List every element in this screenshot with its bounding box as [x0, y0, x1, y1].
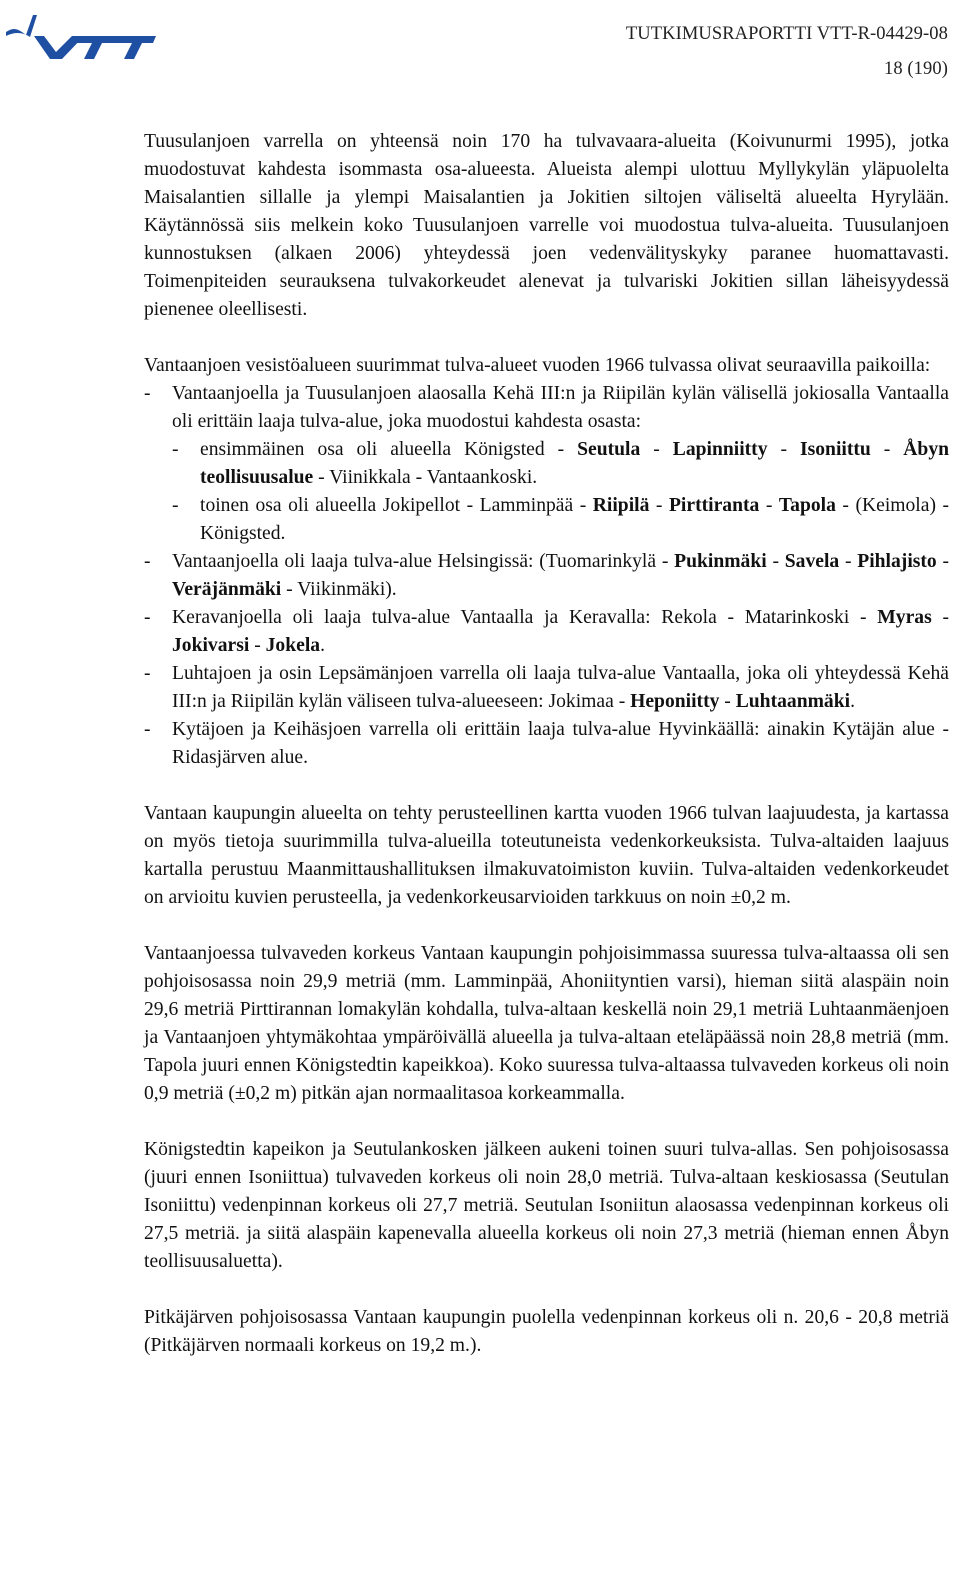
page-header	[626, 17, 948, 87]
list-item-1: - Vantaanjoella ja Tuusulanjoen alaosalla Kehä III:n ja Riipilän kylän välisellä jokiosalla Vantaalla oli erittäin laaja tulva-alue, joka muodostui kahdesta osasta: - ensimmäinen osa oli alueella Königsted - Seutula - Lapinniitty - Isoniittu - Åbyn teollisuusalue - Viinikkala - Vantaankoski. - toinen osa oli alueella Jokipellot - Lamminpää - Riipilä - Pirttiranta - Tapola - (Keimola) - Königsted.	[144, 380, 949, 548]
list-item-4: - Luhtajoen ja osin Lepsämänjoen varrella oli laaja tulva-alue Vantaalla, joka oli yhteydessä Kehä III:n ja Riipilän kylän väliseen tulva-alueeseen: Jokimaa - Heponiitty - Luhtaanmäki.	[144, 660, 949, 716]
paragraph-5: Königstedtin kapeikon ja Seutulankosken jälkeen aukeni toinen suuri tulva-allas. Sen pohjoisosassa (juuri ennen Isoniittua) tulvaveden korkeus oli noin 28,0 metriä. Tulva-altaan keskiosassa (Seutulan Isoniittu) vedenpinnan korkeus oli 27,7 metriä. Seutulan Isoniitun alaosassa vedenpinnan korkeus oli 27,5 metriä. ja siitä alaspäin kapenevalla alueella korkeus oli noin 27,3 metriä (hieman ennen Åbyn teollisuusaluetta).	[144, 1139, 949, 1272]
sub-item-1: - ensimmäinen osa oli alueella Königsted - Seutula - Lapinniitty - Isoniittu - Åbyn teollisuusalue - Viinikkala - Vantaankoski.	[172, 436, 949, 492]
report-id: TUTKIMUSRAPORTTI VTT-R-04429-08	[625, 24, 948, 44]
paragraph-4: Vantaanjoessa tulvaveden korkeus Vantaan kaupungin pohjoisimmassa suuressa tulva-altaassa oli sen pohjoisosassa noin 29,9 metriä (mm. Lamminpää, Ahoniityntien varsi), hieman siitä alaspäin noin 29,6 metriä Pirttirannan lomakylän kohdalla, tulva-altaan keskellä noin 29,1 metriä Luhtaanmäenjoen ja Vantaanjoen yhtymäkohtaa ympäröivällä alueella ja tulva-altaan eteläpäässä noin 28,8 metriä (mm. Tapola juuri ennen Königstedtin kapeikkoa). Koko suuressa tulva-altaassa tulvaveden korkeus oli noin 0,9 metriä (±0,2 m) pitkän ajan normaalitasoa korkeammalla.	[144, 943, 949, 1104]
logo-wave-icon	[6, 15, 37, 37]
list-item-3: - Keravanjoella oli laaja tulva-alue Vantaalla ja Keravalla: Rekola - Matarinkoski - Myras - Jokivarsi - Jokela.	[144, 604, 949, 660]
list-item-2: - Vantaanjoella oli laaja tulva-alue Helsingissä: (Tuomarinkylä - Pukinmäki - Savela - Pihlajisto - Veräjänmäki - Viikinmäki).	[144, 548, 949, 604]
vtt-logo	[4, 6, 156, 60]
paragraph-3: Vantaan kaupungin alueelta on tehty perusteellinen kartta vuoden 1966 tulvan laajuudesta, ja kartassa on myös tietoja suurimmilla tulva-alueilla toteutuneista vedenkorkeuksista. Tulva-altaiden laajuus kartalla perustuu Maanmittaushallituksen ilmakuvatoimiston kuviin. Tulva-altaiden vedenkorkeudet on arvioitu kuvien perusteella, ja vedenkorkeusarvioiden tarkkuus on noin ±0,2 m.	[144, 803, 949, 908]
logo-letter-t1	[71, 36, 116, 59]
paragraph-2: Vantaanjoen vesistöalueen suurimmat tulva-alueet vuoden 1966 tulvassa olivat seuraavilla paikoilla:	[144, 355, 931, 376]
document-body	[144, 128, 949, 1360]
paragraph-6: Pitkäjärven pohjoisosassa Vantaan kaupungin puolella vedenpinnan korkeus oli n. 20,6 - 20,8 metriä (Pitkäjärven normaali korkeus on 19,2 m.).	[144, 1307, 949, 1356]
paragraph-1: Tuusulanjoen varrella on yhteensä noin 170 ha tulvavaara-alueita (Koivunurmi 1995), jotka muodostuvat kahdesta isommasta osa-alueesta. Alueista alempi ulottuu Myllykylän yläpuolelta Maisalantien sillalle ja ylempi Maisalantien ja Jokitien siltojen väliseltä alueelta Hyrylään. Käytännössä siis melkein koko Tuusulanjoen varrelle voi muodostua tulva-alueita. Tuusulanjoen kunnostuksen (alkaen 2006) yhteydessä joen vedenvälityskyky paranee huomattavasti. Toimenpiteiden seurauksena tulvakorkeudet alenevat ja tulvariski Jokitien sillan läheisyydessä pienenee oleellisesti.	[144, 131, 949, 320]
list-item-5: - Kytäjoen ja Keihäsjoen varrella oli erittäin laaja tulva-alue Hyvinkäällä: ainakin Kytäjän alue - Ridasjärven alue.	[144, 716, 949, 772]
logo-letter-t2	[109, 36, 156, 59]
page-number: 18 (190)	[884, 59, 948, 79]
sub-item-2: - toinen osa oli alueella Jokipellot - Lamminpää - Riipilä - Pirttiranta - Tapola - (Keimola) - Königsted.	[172, 492, 949, 548]
